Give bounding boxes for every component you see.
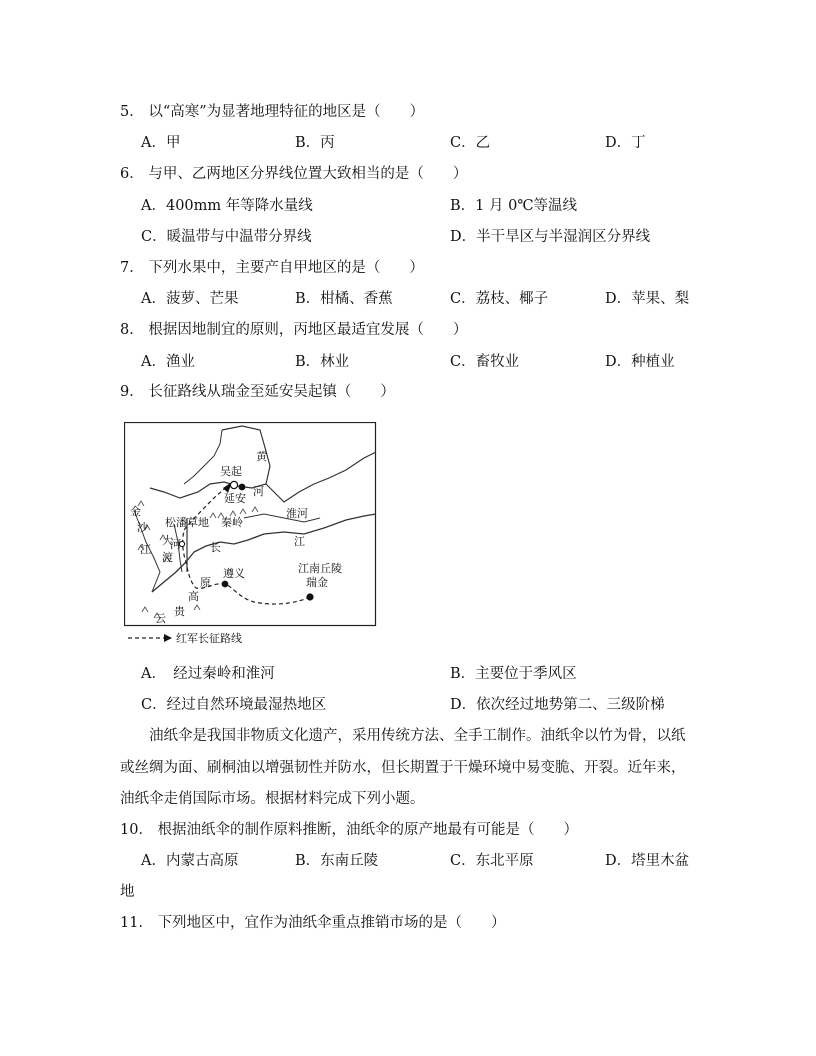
label-jiang: 江 xyxy=(140,543,151,556)
question-number: 7． xyxy=(120,260,144,276)
yanan-point xyxy=(239,484,246,491)
option-d-wrap: 地 xyxy=(120,884,135,900)
question-stem: 根据因地制宜的原则，丙地区最适宜发展（ ） xyxy=(148,322,468,338)
question-stem: 下列水果中，主要产自甲地区的是（ ） xyxy=(148,260,424,276)
question-11 xyxy=(120,913,506,933)
question-number: 5． xyxy=(120,104,144,120)
option-c[interactable]: C．暖温带与中温带分界线 xyxy=(141,229,312,245)
option-d[interactable]: D．种植业 xyxy=(605,354,675,370)
question-number: 10． xyxy=(120,822,153,838)
question-number: 8． xyxy=(120,322,144,338)
label-songpan: 松潘草地 xyxy=(165,516,209,529)
option-a[interactable]: A．内蒙古高原 xyxy=(141,853,239,869)
option-a[interactable]: A． 经过秦岭和淮河 xyxy=(141,666,275,682)
question-number: 6． xyxy=(120,166,144,182)
wuqi-point xyxy=(230,481,237,488)
label-jiang-long: 江 xyxy=(294,535,305,548)
label-jiangnan: 江南丘陵 xyxy=(298,562,342,575)
option-c[interactable]: C．畜牧业 xyxy=(450,354,520,370)
option-c[interactable]: C．荔枝、椰子 xyxy=(450,291,549,307)
question-9 xyxy=(120,382,395,402)
legend-label: 红军长征路线 xyxy=(176,632,242,645)
option-b[interactable]: B．柑橘、香蕉 xyxy=(295,291,393,307)
label-chang: 长 xyxy=(210,541,221,554)
option-d[interactable]: D．丁 xyxy=(605,135,646,151)
label-huang: 黄 xyxy=(256,450,267,463)
question-number: 11． xyxy=(120,915,153,931)
question-5 xyxy=(120,102,424,122)
option-d[interactable]: D．依次经过地势第二、三级阶梯 xyxy=(450,697,665,713)
passage-line-1: 油纸伞是我国非物质文化遗产，采用传统方法、全手工制作。油纸伞以竹为骨，以纸 xyxy=(149,728,686,744)
label-he-dadu: 河 xyxy=(170,538,181,551)
option-b[interactable]: B．1 月 0℃等温线 xyxy=(450,198,578,214)
option-c[interactable]: C．经过自然环境最湿热地区 xyxy=(141,697,327,713)
ruijin-point xyxy=(306,593,313,600)
option-a[interactable]: A．菠萝、芒果 xyxy=(141,291,239,307)
label-du: 渡 xyxy=(162,551,173,564)
option-a[interactable]: A．渔业 xyxy=(141,354,195,370)
question-stem: 根据油纸伞的制作原料推断，油纸伞的原产地最有可能是（ ） xyxy=(157,822,579,838)
option-c[interactable]: C．乙 xyxy=(450,135,491,151)
label-gui: 贵 xyxy=(174,605,185,618)
passage-line-2: 或丝绸为面、刷桐油以增强韧性并防水，但长期置于干燥环境中易变脆、开裂。近年来， xyxy=(120,760,686,776)
question-6 xyxy=(120,164,467,184)
question-10 xyxy=(120,820,578,840)
label-gao: 高 xyxy=(188,590,199,603)
option-b[interactable]: B．主要位于季风区 xyxy=(450,666,577,682)
passage-line-3: 油纸伞走俏国际市场。根据材料完成下列小题。 xyxy=(120,791,425,807)
label-jin: 金 xyxy=(130,505,141,518)
option-a[interactable]: A．400mm 年等降水量线 xyxy=(141,198,313,214)
question-number: 9． xyxy=(120,384,144,400)
label-sha: 沙 xyxy=(137,521,148,534)
question-7 xyxy=(120,258,424,278)
legend-arrow xyxy=(164,634,172,642)
option-b[interactable]: B．东南丘陵 xyxy=(295,853,379,869)
label-yuan: 原 xyxy=(200,576,211,589)
map-frame xyxy=(125,423,376,626)
option-a[interactable]: A．甲 xyxy=(141,135,181,151)
question-8 xyxy=(120,320,467,340)
zunyi-point xyxy=(222,581,229,588)
option-b[interactable]: B．丙 xyxy=(295,135,335,151)
label-yanan: 延安 xyxy=(224,492,246,505)
option-d[interactable]: D．塔里木盆 xyxy=(605,853,690,869)
question-stem: 长征路线从瑞金至延安吴起镇（ ） xyxy=(148,384,395,400)
label-wuqi: 吴起 xyxy=(220,465,242,478)
option-c[interactable]: C．东北平原 xyxy=(450,853,534,869)
label-he: 河 xyxy=(253,485,264,498)
option-d[interactable]: D．苹果、梨 xyxy=(605,291,690,307)
question-stem: 与甲、乙两地区分界线位置大致相当的是（ ） xyxy=(148,166,468,182)
label-zunyi: 遵义 xyxy=(223,567,245,580)
option-d[interactable]: D．半干旱区与半湿润区分界线 xyxy=(450,229,651,245)
label-da: 大 xyxy=(162,534,173,547)
question-stem: 下列地区中，宜作为油纸伞重点推销市场的是（ ） xyxy=(157,915,506,931)
label-yun: 云 xyxy=(155,612,166,625)
option-b[interactable]: B．林业 xyxy=(295,354,350,370)
label-huaihe: 淮河 xyxy=(286,507,308,520)
label-qinling: 秦岭 xyxy=(221,516,243,529)
long-march-map xyxy=(124,422,378,652)
label-ruijin: 瑞金 xyxy=(306,576,328,589)
question-stem: 以“高寒”为显著地理特征的地区是（ ） xyxy=(148,104,425,120)
